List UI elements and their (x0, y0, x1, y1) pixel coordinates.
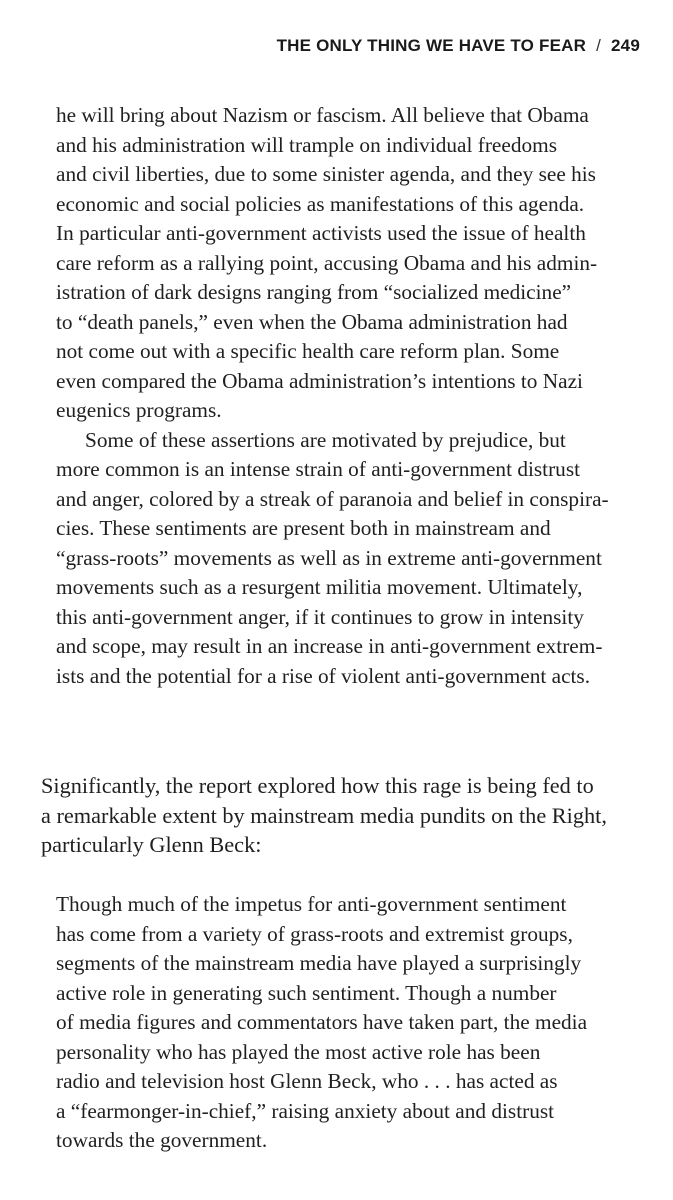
page-number: 249 (611, 36, 640, 55)
text-line: istration of dark designs ranging from “socialized medicine” (56, 280, 572, 304)
text-line: economic and social policies as manifestations of this agenda. (56, 191, 585, 216)
running-head (277, 36, 640, 56)
text-line: ists and the potential for a rise of violent anti-government acts. (56, 663, 591, 688)
text-line: cies. These sentiments are present both in mainstream and (56, 516, 551, 540)
text-line: “grass-roots” movements as well as in extreme anti-government (56, 545, 602, 570)
text-line: not come out with a specific health care reform plan. Some (56, 339, 560, 363)
text-line: of media figures and commentators have taken part, the media (56, 1010, 588, 1034)
text-line: to “death panels,” even when the Obama administration had (56, 309, 568, 334)
text-line: a remarkable extent by mainstream media pundits on the Right, (41, 802, 607, 828)
text-line: Some of these assertions are motivated by prejudice, but (85, 427, 566, 452)
text-line: towards the government. (56, 1128, 268, 1152)
text-line: even compared the Obama administration’s intentions to Nazi (56, 368, 583, 393)
text-line: active role in generating such sentiment. Though a number (56, 980, 557, 1005)
text-line: eugenics programs. (56, 398, 222, 422)
text-line: has come from a variety of grass-roots and extremist groups, (56, 921, 573, 946)
text-line: Significantly, the report explored how this rage is being fed to (41, 773, 594, 798)
text-line: care reform as a rallying point, accusing Obama and his admin- (56, 250, 598, 275)
text-line: Though much of the impetus for anti-government sentiment (56, 892, 567, 916)
text-line: and anger, colored by a streak of paranoia and belief in conspira- (56, 486, 609, 511)
body-paragraph (41, 771, 641, 860)
text-line: In particular anti-government activists used the issue of health (56, 221, 586, 245)
text-line: segments of the mainstream media have played a surprisingly (56, 951, 582, 975)
text-line: particularly Glenn Beck: (41, 832, 262, 858)
text-line: a “fearmonger-in-chief,” raising anxiety about and distrust (56, 1098, 555, 1123)
text-line: and civil liberties, due to some sinister agenda, and they see his (56, 162, 596, 186)
text-line: personality who has played the most active role has been (56, 1039, 541, 1064)
block-quote-2 (56, 890, 636, 1156)
text-line: and scope, may result in an increase in anti-government extrem- (56, 634, 603, 658)
text-line: he will bring about Nazism or fascism. All believe that Obama (56, 103, 589, 127)
text-line: radio and television host Glenn Beck, who . . . has acted as (56, 1069, 558, 1093)
running-title: THE ONLY THING WE HAVE TO FEAR (276, 36, 587, 55)
text-line: and his administration will trample on individual freedoms (56, 132, 557, 157)
text-line: more common is an intense strain of anti-government distrust (56, 457, 581, 481)
block-quote-1 (56, 101, 636, 691)
header-separator: / (596, 36, 602, 55)
text-line: this anti-government anger, if it continues to grow in intensity (56, 604, 584, 629)
text-line: movements such as a resurgent militia movement. Ultimately, (56, 575, 583, 599)
